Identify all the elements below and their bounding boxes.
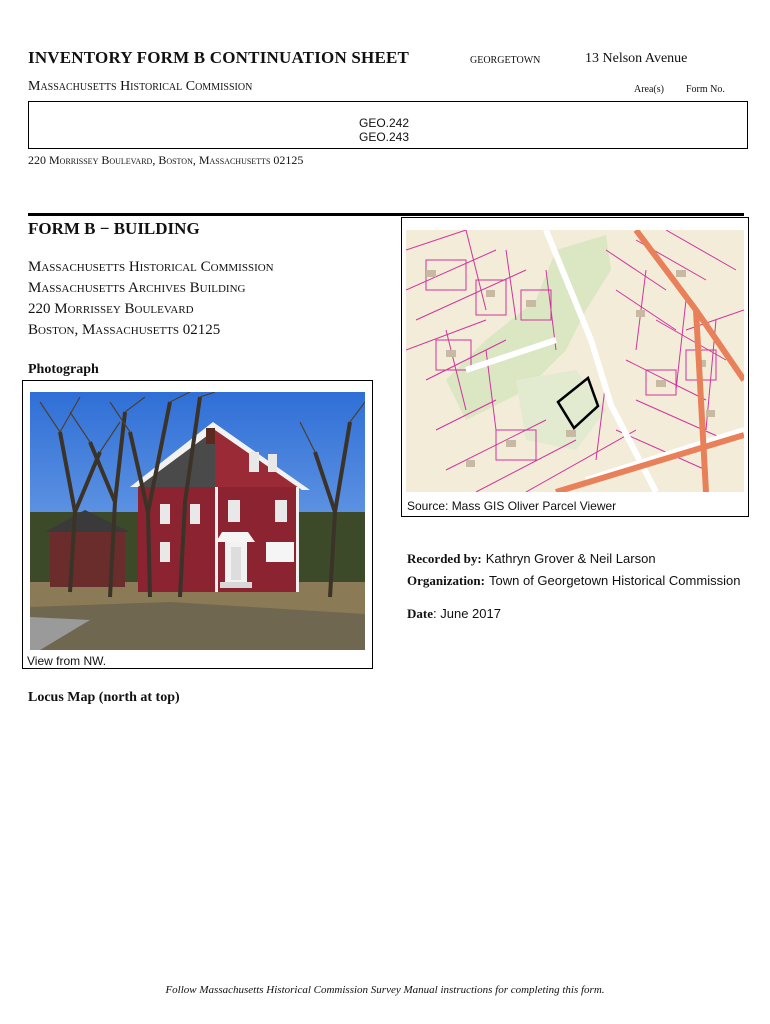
commission-address: 220 Morrissey Boulevard, Boston, Massachusetts 02125 bbox=[28, 153, 304, 167]
date-row: Date: June 2017 bbox=[407, 606, 501, 621]
house-photograph bbox=[30, 392, 365, 650]
photograph-label: Photograph bbox=[28, 362, 99, 377]
parcel-map-frame bbox=[401, 217, 749, 517]
form-b-title: FORM B − BUILDING bbox=[28, 219, 200, 238]
organization-label: Organization: bbox=[407, 573, 485, 588]
form-title: INVENTORY FORM B CONTINUATION SHEET bbox=[28, 48, 410, 67]
organization-row bbox=[407, 572, 740, 590]
locus-map-label: Locus Map (north at top) bbox=[28, 690, 180, 705]
form-id-box bbox=[28, 101, 748, 149]
building-address-block bbox=[28, 257, 274, 341]
parcel-map bbox=[406, 230, 744, 492]
building-line-2: Massachusetts Archives Building bbox=[28, 280, 246, 296]
date-value: June 2017 bbox=[440, 606, 501, 621]
building-line-3: 220 Morrissey Boulevard bbox=[28, 301, 194, 317]
form-id-2: GEO.243 bbox=[359, 130, 410, 144]
photograph-caption: View from NW. bbox=[27, 654, 107, 668]
recorded-by-label: Recorded by: bbox=[407, 551, 482, 566]
section-divider bbox=[28, 213, 744, 216]
building-line-4: Boston, Massachusetts 02125 bbox=[28, 322, 221, 338]
form-id-lines bbox=[359, 116, 409, 144]
form-number-label: Form No. bbox=[686, 84, 725, 95]
property-address: 13 Nelson Avenue bbox=[585, 51, 688, 66]
building-line-1: Massachusetts Historical Commission bbox=[28, 259, 274, 275]
footer-instructions: Follow Massachusetts Historical Commission Survey Manual instructions for completing this form. bbox=[165, 984, 605, 996]
organization-value: Town of Georgetown Historical Commission bbox=[489, 573, 741, 588]
form-id-1: GEO.242 bbox=[359, 116, 410, 130]
town-name: GEORGETOWN bbox=[470, 55, 541, 66]
commission-name: Massachusetts Historical Commission bbox=[28, 79, 253, 94]
photograph-frame bbox=[22, 380, 373, 669]
date-label: Date bbox=[407, 606, 433, 621]
map-source-caption: Source: Mass GIS Oliver Parcel Viewer bbox=[407, 499, 617, 513]
recorded-by-value: Kathryn Grover & Neil Larson bbox=[485, 551, 656, 566]
areas-label: Area(s) bbox=[634, 84, 664, 95]
recorded-by-row bbox=[407, 550, 656, 568]
